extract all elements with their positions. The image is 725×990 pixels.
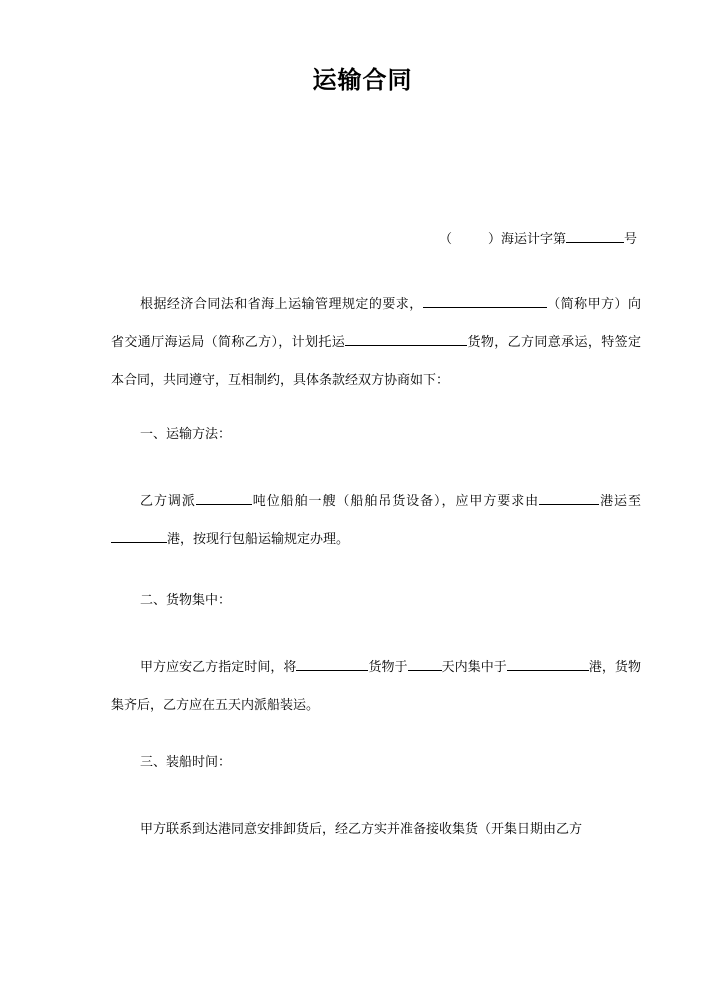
- section-3-heading: 三、装船时间：: [140, 755, 232, 770]
- section-3-paragraph: [111, 811, 641, 849]
- origin-port-blank: [539, 493, 599, 505]
- intro-text-2: （简称甲方）向省交通厅海运局（简称乙方），计划托运: [111, 297, 641, 350]
- section-2-text-3: 天内集中于: [441, 660, 507, 675]
- section-2-heading: 二、货物集中：: [140, 593, 232, 608]
- party-a-name-blank: [423, 296, 547, 308]
- section-3-text-1: 甲方联系到达港同意安排卸货后，经乙方实并准备接收集货（开集日期由乙方: [140, 822, 583, 837]
- destination-port-blank: [111, 531, 167, 543]
- cargo-blank: [296, 659, 368, 671]
- tonnage-blank: [196, 493, 252, 505]
- collection-port-blank: [507, 659, 589, 671]
- section-1-text-1: 乙方调派: [140, 494, 196, 509]
- ref-prefix: 海运计字第: [500, 232, 566, 247]
- intro-paragraph: [111, 286, 641, 400]
- section-1-text-2: 吨位船舶一艘（船舶吊货设备），应甲方要求由: [251, 494, 540, 509]
- section-1-heading: 一、运输方法：: [140, 427, 232, 442]
- section-2-paragraph: [111, 649, 641, 725]
- section-2-text-1: 甲方应安乙方指定时间，将: [140, 660, 297, 675]
- section-1-text-4: 港，按现行包船运输规定办理。: [167, 532, 350, 547]
- intro-text-3: 货物，乙方同意承运，特签定本合同，共同遵守，互相制约，具体条款经双方协商如下：: [111, 335, 641, 388]
- ref-open-paren: （: [438, 232, 452, 247]
- contract-reference-number: [439, 230, 637, 250]
- document-title: 运输合同: [312, 66, 413, 94]
- days-blank: [408, 659, 442, 671]
- section-2-text-2: 货物于: [368, 660, 408, 675]
- cargo-name-blank: [345, 334, 467, 346]
- ref-close-paren: ）: [487, 232, 501, 247]
- ref-suffix: 号: [623, 232, 637, 247]
- intro-text-1: 根据经济合同法和省海上运输管理规定的要求，: [140, 297, 423, 312]
- section-1-text-3: 港运至: [599, 494, 641, 509]
- ref-number-blank: [566, 231, 624, 243]
- section-2-text-4: 港，货物集齐后，乙方应在五天内派船装运。: [111, 660, 641, 713]
- section-1-paragraph: [111, 483, 641, 559]
